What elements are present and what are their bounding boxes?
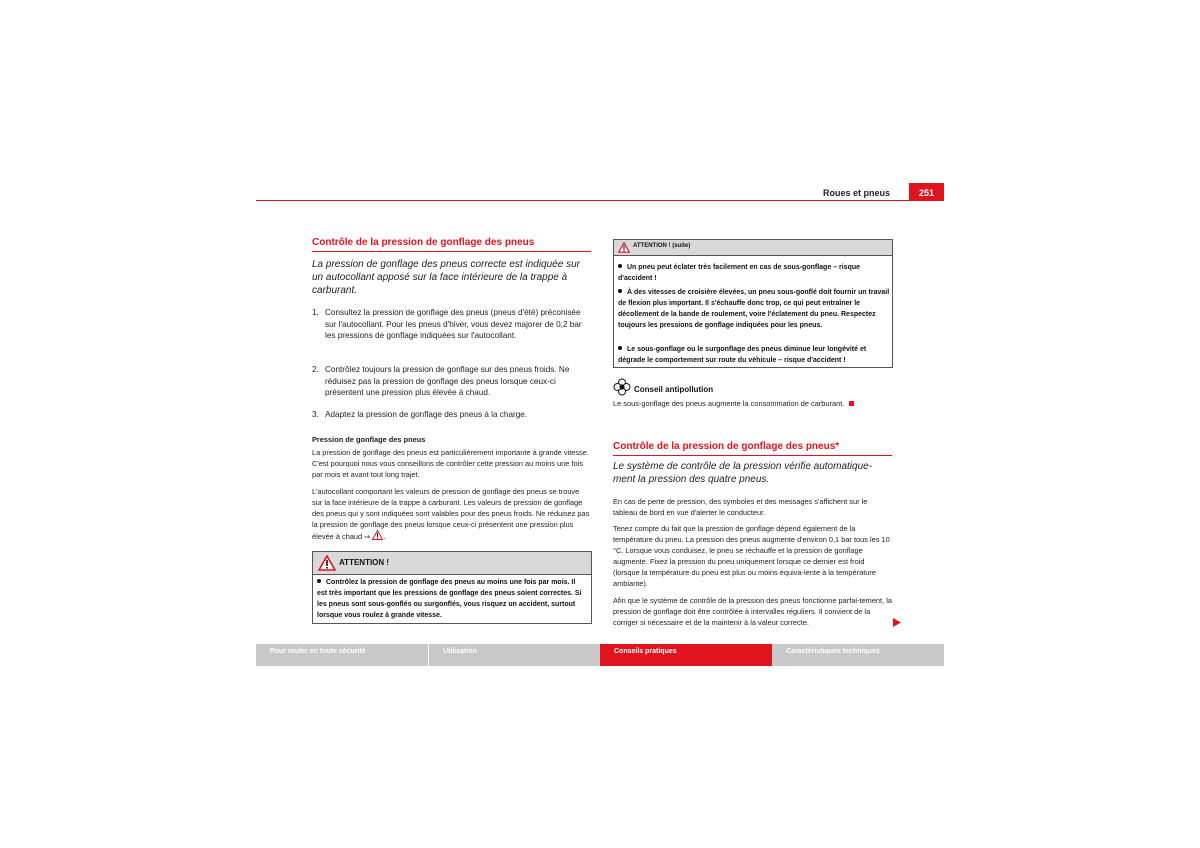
warning-bullet-text: Un pneu peut éclater très facilement en cas de sous-gonflage – risque d'accident ! xyxy=(618,264,861,282)
step-text: Contrôlez toujours la pression de gonflage sur des pneus froids. Ne réduisez pas la pression de gonflage des pneus lorsque ceux-ci présentent une pression plus élevée à chaud. xyxy=(325,365,570,397)
warning-header xyxy=(614,240,892,256)
tab-conseils-pratiques[interactable] xyxy=(600,644,772,666)
step-text: Consultez la pression de gonflage des pneus (pneus d'été) préconisée sur l'autocollant. Pour les pneus d'hiver, vous devez majorer de 0,2 bar les pressions de gonflage indiquées sur l'autocollant. xyxy=(325,308,582,340)
bullet xyxy=(618,264,622,268)
end-square-icon xyxy=(849,401,854,406)
tab-label: Pour rouler en toute sécurité xyxy=(270,648,366,655)
intro-text-2: Le système de contrôle de la pression vérifie automatique-ment la pression des quatre pneus. xyxy=(613,461,873,485)
eco-text xyxy=(613,398,893,409)
bullet xyxy=(618,346,622,350)
warning-bullet xyxy=(618,262,890,284)
section-heading: Contrôle de la pression de gonflage des pneus xyxy=(312,237,535,248)
intro-text: La pression de gonflage des pneus correcte est indiquée sur un autocollant apposé sur la face intérieure de la trappe à carburant. xyxy=(312,259,580,296)
eco-text-content: Le sous-gonflage des pneus augmente la consommation de carburant. xyxy=(613,399,845,408)
page-number: 251 xyxy=(909,183,944,201)
warning-bullet-text: Le sous-gonflage ou le surgonflage des pneus diminue leur longévité et dégrade le comportement sur route du véhicule – risque d'accident ! xyxy=(618,346,867,364)
paragraph-text: L'autocollant comportant les valeurs de pression de gonflage des pneus se trouve sur la face intérieure de la trappe à carburant. Les valeurs de pression de gonflage des pneus qui y sont indiquées sont valables pour des pneus froids. Ne réduisez pas la pression de gonflage des pneus lorsque ceux-ci présentent une pression plus élevée à chaud ⇒ xyxy=(312,487,590,541)
paragraph: La pression de gonflage des pneus est particulièrement importante à grande vitesse. C'est pourquoi nous vous conseillons de contrôler cette pression au moins une fois par mois et avant tout long trajet. xyxy=(312,448,589,479)
heading-rule xyxy=(613,455,892,456)
step-number: 2. xyxy=(312,365,319,374)
paragraph: En cas de perte de pression, des symboles et des messages s'affichent sur le tableau de bord en vue d'alerter le conducteur. xyxy=(613,497,868,517)
paragraph: Afin que le système de contrôle de la pression des pneus fonctionne parfai-tement, la pression de gonflage doit être contrôlée à intervalles réguliers. Il convient de la corriger si nécessaire et de la maintenir à la valeur correcte. xyxy=(613,596,892,627)
step-1 xyxy=(312,307,592,353)
eco-flower-icon xyxy=(613,378,631,396)
section-title: Roues et pneus xyxy=(822,188,890,198)
continue-arrow-icon[interactable] xyxy=(893,618,901,627)
warning-header xyxy=(313,552,591,575)
tab-label: Conseils pratiques xyxy=(614,648,677,655)
step-3 xyxy=(312,409,592,421)
warning-text-content: Contrôlez la pression de gonflage des pneus au moins une fois par mois. Il est très important que les pressions de gonflage des pneus soient correctes. Si les pneus sont sous-gonflés ou surgonflés, vous risquez un accident, surtout lorsque vous roulez à grande vitesse. xyxy=(317,579,582,619)
step-number: 3. xyxy=(312,410,319,419)
tab-securite[interactable] xyxy=(256,644,428,666)
warning-title: ATTENTION ! xyxy=(339,558,390,567)
warning-title: ATTENTION ! (suite) xyxy=(633,243,691,249)
warning-text xyxy=(317,577,587,621)
step-text: Adaptez la pression de gonflage des pneus à la charge. xyxy=(325,410,528,419)
warning-triangle-icon xyxy=(318,555,336,571)
paragraph xyxy=(312,486,591,542)
header-rule xyxy=(256,200,944,201)
tab-label: Utilisation xyxy=(443,648,477,655)
warning-triangle-icon[interactable] xyxy=(372,530,386,541)
heading-rule xyxy=(312,251,591,252)
warning-box-continued xyxy=(613,239,893,368)
tab-label: Caractéristiques techniques xyxy=(786,648,880,655)
eco-title: Conseil antipollution xyxy=(634,385,714,394)
warning-box xyxy=(312,551,592,624)
tab-utilisation[interactable] xyxy=(428,644,600,666)
tab-caracteristiques[interactable] xyxy=(772,644,944,666)
paragraph: Tenez compte du fait que la pression de gonflage dépend également de la température du pneu. La pression des pneus augmente d'environ 0,1 bar tous les 10 °C. Lorsque vous conduisez, le pneu se réchauffe et la pression de gonflage augmente. Fixez la pression du pneu uniquement lorsque ce dernier est froid (lorsque la température du pneu est plus ou moins équiva-lente à la température ambiante). xyxy=(613,524,890,588)
section-heading-2: Contrôle de la pression de gonflage des pneus* xyxy=(613,441,840,452)
step-2 xyxy=(312,364,592,400)
warning-bullet-text: À des vitesses de croisière élevées, un pneu sous-gonflé doit fournir un travail de flexion plus important. Il s'échauffe donc trop, ce qui peut entraîner le décollement de la bande de roulement, voire l'éclatement du pneu. Respectez toujours les pressions de gonflage indiquées pour les pneus. xyxy=(618,289,890,329)
bullet xyxy=(618,289,622,293)
subheading: Pression de gonflage des pneus xyxy=(312,435,426,444)
bullet xyxy=(317,579,321,583)
warning-triangle-icon xyxy=(618,242,630,253)
warning-bullet xyxy=(618,344,890,366)
warning-bullet xyxy=(618,287,890,331)
punctuation: . xyxy=(383,532,386,541)
step-number: 1. xyxy=(312,308,319,317)
